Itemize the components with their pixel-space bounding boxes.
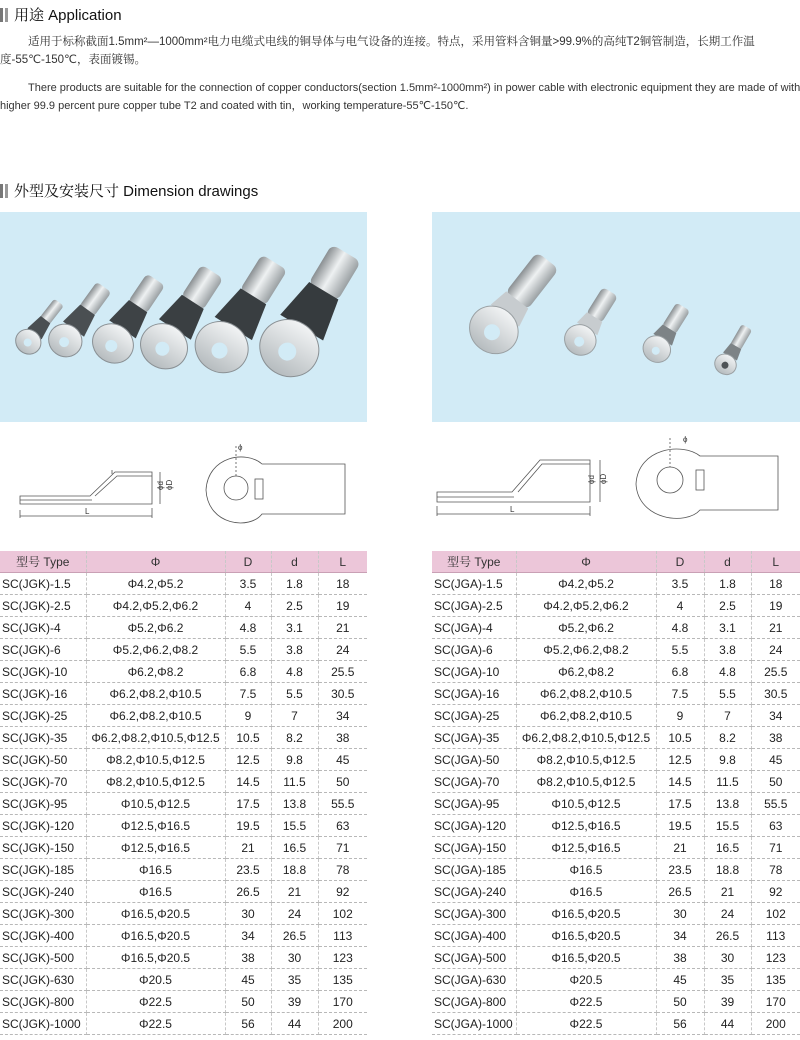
jgk-label-d: ϕd xyxy=(156,481,165,490)
D-cell: 12.5 xyxy=(225,749,271,771)
D-cell: 34 xyxy=(656,925,704,947)
jga-dimension-drawing xyxy=(432,434,800,534)
application-heading xyxy=(0,4,122,25)
table-row xyxy=(432,1013,800,1035)
phi-cell: Φ16.5,Φ20.5 xyxy=(86,903,225,925)
L-cell: 102 xyxy=(751,903,800,925)
phi-cell: Φ5.2,Φ6.2 xyxy=(86,617,225,639)
type-cell: SC(JGK)-800 xyxy=(0,991,86,1013)
type-cell: SC(JGA)-10 xyxy=(432,661,516,683)
d-cell: 9.8 xyxy=(704,749,751,771)
header-d: d xyxy=(704,551,751,573)
phi-cell: Φ6.2,Φ8.2 xyxy=(86,661,225,683)
d-cell: 24 xyxy=(271,903,318,925)
L-cell: 38 xyxy=(751,727,800,749)
d-cell: 18.8 xyxy=(271,859,318,881)
type-cell: SC(JGA)-16 xyxy=(432,683,516,705)
jgk-side-view xyxy=(20,470,174,518)
D-cell: 23.5 xyxy=(225,859,271,881)
application-cn-line2: 度-55℃-150℃，表面镀锡。 xyxy=(0,54,146,66)
L-cell: 123 xyxy=(751,947,800,969)
D-cell: 7.5 xyxy=(225,683,271,705)
L-cell: 63 xyxy=(751,815,800,837)
table-row xyxy=(432,771,800,793)
phi-cell: Φ8.2,Φ10.5,Φ12.5 xyxy=(516,749,656,771)
jgk-product-photo xyxy=(0,212,367,422)
header-L: L xyxy=(751,551,800,573)
type-cell: SC(JGK)-6 xyxy=(0,639,86,661)
L-cell: 123 xyxy=(318,947,367,969)
table-row xyxy=(432,595,800,617)
jga-product-photo xyxy=(432,212,800,422)
jgk-label-L: L xyxy=(85,507,90,516)
D-cell: 23.5 xyxy=(656,859,704,881)
D-cell: 21 xyxy=(656,837,704,859)
d-cell: 13.8 xyxy=(271,793,318,815)
table-row xyxy=(432,859,800,881)
d-cell: 1.8 xyxy=(271,573,318,595)
table-row xyxy=(432,749,800,771)
phi-cell: Φ5.2,Φ6.2,Φ8.2 xyxy=(86,639,225,661)
jga-top-view xyxy=(636,435,778,518)
D-cell: 6.8 xyxy=(225,661,271,683)
type-cell: SC(JGA)-50 xyxy=(432,749,516,771)
phi-cell: Φ12.5,Φ16.5 xyxy=(516,837,656,859)
phi-cell: Φ22.5 xyxy=(516,1013,656,1035)
d-cell: 7 xyxy=(271,705,318,727)
D-cell: 5.5 xyxy=(225,639,271,661)
d-cell: 15.5 xyxy=(704,815,751,837)
L-cell: 170 xyxy=(751,991,800,1013)
L-cell: 50 xyxy=(318,771,367,793)
type-cell: SC(JGA)-1000 xyxy=(432,1013,516,1035)
L-cell: 113 xyxy=(318,925,367,947)
L-cell: 30.5 xyxy=(318,683,367,705)
table-row xyxy=(0,573,367,595)
type-cell: SC(JGK)-16 xyxy=(0,683,86,705)
L-cell: 24 xyxy=(318,639,367,661)
table-row xyxy=(0,727,367,749)
L-cell: 92 xyxy=(318,881,367,903)
table-row xyxy=(432,969,800,991)
phi-cell: Φ12.5,Φ16.5 xyxy=(516,815,656,837)
L-cell: 25.5 xyxy=(751,661,800,683)
L-cell: 63 xyxy=(318,815,367,837)
header-type: 型号 Type xyxy=(0,551,86,573)
D-cell: 9 xyxy=(656,705,704,727)
L-cell: 55.5 xyxy=(318,793,367,815)
jgk-header-row xyxy=(0,551,367,573)
L-cell: 135 xyxy=(318,969,367,991)
application-en-line2: higher 99.9 percent pure copper tube T2 and coated with tin，working temperature-55℃-150℃. xyxy=(0,100,469,112)
type-cell: SC(JGA)-240 xyxy=(432,881,516,903)
phi-cell: Φ16.5 xyxy=(516,881,656,903)
L-cell: 18 xyxy=(318,573,367,595)
d-cell: 8.2 xyxy=(271,727,318,749)
type-cell: SC(JGA)-6 xyxy=(432,639,516,661)
table-row xyxy=(0,771,367,793)
phi-cell: Φ16.5,Φ20.5 xyxy=(516,947,656,969)
phi-cell: Φ10.5,Φ12.5 xyxy=(86,793,225,815)
d-cell: 35 xyxy=(704,969,751,991)
table-row xyxy=(0,859,367,881)
D-cell: 4 xyxy=(656,595,704,617)
L-cell: 170 xyxy=(318,991,367,1013)
phi-cell: Φ5.2,Φ6.2,Φ8.2 xyxy=(516,639,656,661)
type-cell: SC(JGK)-1.5 xyxy=(0,573,86,595)
type-cell: SC(JGA)-300 xyxy=(432,903,516,925)
jgk-label-phi: ϕ xyxy=(238,443,243,452)
jga-label-D: ϕD xyxy=(599,473,608,484)
table-row xyxy=(432,573,800,595)
D-cell: 10.5 xyxy=(225,727,271,749)
type-cell: SC(JGK)-10 xyxy=(0,661,86,683)
type-cell: SC(JGK)-400 xyxy=(0,925,86,947)
phi-cell: Φ6.2,Φ8.2,Φ10.5,Φ12.5 xyxy=(516,727,656,749)
phi-cell: Φ6.2,Φ8.2,Φ10.5,Φ12.5 xyxy=(86,727,225,749)
d-cell: 1.8 xyxy=(704,573,751,595)
phi-cell: Φ8.2,Φ10.5,Φ12.5 xyxy=(86,749,225,771)
type-cell: SC(JGK)-4 xyxy=(0,617,86,639)
table-row xyxy=(432,617,800,639)
L-cell: 19 xyxy=(318,595,367,617)
phi-cell: Φ22.5 xyxy=(86,1013,225,1035)
phi-cell: Φ22.5 xyxy=(86,991,225,1013)
d-cell: 2.5 xyxy=(271,595,318,617)
phi-cell: Φ4.2,Φ5.2,Φ6.2 xyxy=(86,595,225,617)
L-cell: 135 xyxy=(751,969,800,991)
d-cell: 8.2 xyxy=(704,727,751,749)
phi-cell: Φ20.5 xyxy=(516,969,656,991)
table-row xyxy=(432,837,800,859)
phi-cell: Φ5.2,Φ6.2 xyxy=(516,617,656,639)
lug-medium xyxy=(559,283,624,361)
table-row xyxy=(0,991,367,1013)
D-cell: 19.5 xyxy=(656,815,704,837)
type-cell: SC(JGK)-1000 xyxy=(0,1013,86,1035)
type-cell: SC(JGK)-35 xyxy=(0,727,86,749)
table-row xyxy=(432,705,800,727)
jgk-lugs-illustration xyxy=(0,212,367,422)
application-title: 用途 Application xyxy=(14,7,122,24)
type-cell: SC(JGA)-630 xyxy=(432,969,516,991)
table-row xyxy=(432,661,800,683)
heading-marker-icon xyxy=(0,184,3,198)
d-cell: 18.8 xyxy=(704,859,751,881)
D-cell: 34 xyxy=(225,925,271,947)
d-cell: 13.8 xyxy=(704,793,751,815)
D-cell: 19.5 xyxy=(225,815,271,837)
L-cell: 21 xyxy=(751,617,800,639)
table-row xyxy=(432,991,800,1013)
d-cell: 4.8 xyxy=(271,661,318,683)
type-cell: SC(JGK)-50 xyxy=(0,749,86,771)
phi-cell: Φ16.5,Φ20.5 xyxy=(86,947,225,969)
table-row xyxy=(0,969,367,991)
d-cell: 15.5 xyxy=(271,815,318,837)
phi-cell: Φ6.2,Φ8.2,Φ10.5 xyxy=(516,683,656,705)
table-row xyxy=(0,749,367,771)
L-cell: 34 xyxy=(751,705,800,727)
D-cell: 14.5 xyxy=(225,771,271,793)
type-cell: SC(JGA)-95 xyxy=(432,793,516,815)
D-cell: 45 xyxy=(656,969,704,991)
d-cell: 39 xyxy=(271,991,318,1013)
L-cell: 25.5 xyxy=(318,661,367,683)
L-cell: 92 xyxy=(751,881,800,903)
type-cell: SC(JGA)-120 xyxy=(432,815,516,837)
d-cell: 3.8 xyxy=(704,639,751,661)
header-type: 型号 Type xyxy=(432,551,516,573)
application-en-line1: There products are suitable for the connection of copper conductors(section 1.5mm²-1000mm²) in power cable with electronic equipment they are made of with xyxy=(28,82,800,94)
D-cell: 3.5 xyxy=(225,573,271,595)
d-cell: 30 xyxy=(704,947,751,969)
L-cell: 45 xyxy=(318,749,367,771)
header-phi: Φ xyxy=(516,551,656,573)
D-cell: 3.5 xyxy=(656,573,704,595)
table-row xyxy=(0,881,367,903)
table-row xyxy=(432,727,800,749)
heading-marker-icon xyxy=(0,8,3,22)
type-cell: SC(JGA)-150 xyxy=(432,837,516,859)
d-cell: 4.8 xyxy=(704,661,751,683)
header-d: d xyxy=(271,551,318,573)
L-cell: 200 xyxy=(318,1013,367,1035)
type-cell: SC(JGK)-2.5 xyxy=(0,595,86,617)
phi-cell: Φ6.2,Φ8.2,Φ10.5 xyxy=(86,683,225,705)
L-cell: 50 xyxy=(751,771,800,793)
header-D: D xyxy=(225,551,271,573)
type-cell: SC(JGK)-500 xyxy=(0,947,86,969)
header-D: D xyxy=(656,551,704,573)
d-cell: 39 xyxy=(704,991,751,1013)
D-cell: 50 xyxy=(225,991,271,1013)
lug-tiny xyxy=(711,322,757,379)
L-cell: 34 xyxy=(318,705,367,727)
type-cell: SC(JGA)-70 xyxy=(432,771,516,793)
type-cell: SC(JGK)-70 xyxy=(0,771,86,793)
table-row xyxy=(0,947,367,969)
phi-cell: Φ4.2,Φ5.2 xyxy=(516,573,656,595)
L-cell: 24 xyxy=(751,639,800,661)
D-cell: 4.8 xyxy=(225,617,271,639)
D-cell: 38 xyxy=(656,947,704,969)
type-cell: SC(JGK)-185 xyxy=(0,859,86,881)
d-cell: 7 xyxy=(704,705,751,727)
phi-cell: Φ10.5,Φ12.5 xyxy=(516,793,656,815)
jga-label-phi: ϕ xyxy=(683,435,688,444)
type-cell: SC(JGK)-95 xyxy=(0,793,86,815)
L-cell: 21 xyxy=(318,617,367,639)
d-cell: 16.5 xyxy=(704,837,751,859)
type-cell: SC(JGK)-25 xyxy=(0,705,86,727)
header-phi: Φ xyxy=(86,551,225,573)
d-cell: 21 xyxy=(271,881,318,903)
L-cell: 30.5 xyxy=(751,683,800,705)
table-row xyxy=(432,639,800,661)
type-cell: SC(JGA)-4 xyxy=(432,617,516,639)
phi-cell: Φ12.5,Φ16.5 xyxy=(86,837,225,859)
phi-cell: Φ6.2,Φ8.2,Φ10.5 xyxy=(516,705,656,727)
header-L: L xyxy=(318,551,367,573)
d-cell: 5.5 xyxy=(704,683,751,705)
d-cell: 26.5 xyxy=(271,925,318,947)
table-row xyxy=(0,903,367,925)
type-cell: SC(JGK)-150 xyxy=(0,837,86,859)
type-cell: SC(JGA)-800 xyxy=(432,991,516,1013)
d-cell: 21 xyxy=(704,881,751,903)
d-cell: 11.5 xyxy=(704,771,751,793)
D-cell: 17.5 xyxy=(225,793,271,815)
L-cell: 200 xyxy=(751,1013,800,1035)
table-row xyxy=(432,947,800,969)
d-cell: 3.1 xyxy=(271,617,318,639)
L-cell: 45 xyxy=(751,749,800,771)
D-cell: 9 xyxy=(225,705,271,727)
type-cell: SC(JGA)-185 xyxy=(432,859,516,881)
table-row xyxy=(432,881,800,903)
D-cell: 5.5 xyxy=(656,639,704,661)
d-cell: 3.8 xyxy=(271,639,318,661)
type-cell: SC(JGA)-25 xyxy=(432,705,516,727)
L-cell: 78 xyxy=(318,859,367,881)
type-cell: SC(JGA)-35 xyxy=(432,727,516,749)
D-cell: 56 xyxy=(656,1013,704,1035)
table-row xyxy=(0,705,367,727)
L-cell: 71 xyxy=(318,837,367,859)
d-cell: 2.5 xyxy=(704,595,751,617)
type-cell: SC(JGK)-300 xyxy=(0,903,86,925)
phi-cell: Φ12.5,Φ16.5 xyxy=(86,815,225,837)
table-row xyxy=(0,661,367,683)
phi-cell: Φ6.2,Φ8.2 xyxy=(516,661,656,683)
table-row xyxy=(0,617,367,639)
d-cell: 26.5 xyxy=(704,925,751,947)
D-cell: 4 xyxy=(225,595,271,617)
D-cell: 45 xyxy=(225,969,271,991)
L-cell: 38 xyxy=(318,727,367,749)
phi-cell: Φ16.5 xyxy=(516,859,656,881)
d-cell: 3.1 xyxy=(704,617,751,639)
phi-cell: Φ4.2,Φ5.2 xyxy=(86,573,225,595)
phi-cell: Φ6.2,Φ8.2,Φ10.5 xyxy=(86,705,225,727)
D-cell: 4.8 xyxy=(656,617,704,639)
phi-cell: Φ16.5,Φ20.5 xyxy=(516,903,656,925)
D-cell: 50 xyxy=(656,991,704,1013)
d-cell: 9.8 xyxy=(271,749,318,771)
L-cell: 113 xyxy=(751,925,800,947)
D-cell: 26.5 xyxy=(656,881,704,903)
D-cell: 30 xyxy=(656,903,704,925)
table-row xyxy=(0,815,367,837)
lug-large xyxy=(460,245,568,363)
jgk-dimension-drawing xyxy=(0,434,367,534)
d-cell: 44 xyxy=(271,1013,318,1035)
application-cn-line1: 适用于标称截面1.5mm²—1000mm²电力电缆式电线的铜导体与电气设备的连接。特点，采用管料含铜量>99.9%的高纯T2铜管制造，长期工作温 xyxy=(28,36,755,48)
table-row xyxy=(0,639,367,661)
L-cell: 55.5 xyxy=(751,793,800,815)
phi-cell: Φ22.5 xyxy=(516,991,656,1013)
jga-header-row xyxy=(432,551,800,573)
table-row xyxy=(0,595,367,617)
D-cell: 26.5 xyxy=(225,881,271,903)
phi-cell: Φ4.2,Φ5.2,Φ6.2 xyxy=(516,595,656,617)
d-cell: 30 xyxy=(271,947,318,969)
D-cell: 14.5 xyxy=(656,771,704,793)
dimension-heading xyxy=(0,180,258,201)
phi-cell: Φ8.2,Φ10.5,Φ12.5 xyxy=(516,771,656,793)
phi-cell: Φ20.5 xyxy=(86,969,225,991)
table-row xyxy=(432,815,800,837)
type-cell: SC(JGA)-1.5 xyxy=(432,573,516,595)
phi-cell: Φ8.2,Φ10.5,Φ12.5 xyxy=(86,771,225,793)
type-cell: SC(JGA)-500 xyxy=(432,947,516,969)
table-row xyxy=(0,793,367,815)
D-cell: 30 xyxy=(225,903,271,925)
D-cell: 17.5 xyxy=(656,793,704,815)
phi-cell: Φ16.5,Φ20.5 xyxy=(86,925,225,947)
table-row xyxy=(432,903,800,925)
D-cell: 12.5 xyxy=(656,749,704,771)
lug-small xyxy=(638,299,695,367)
dimension-title: 外型及安装尺寸 Dimension drawings xyxy=(14,183,259,200)
L-cell: 18 xyxy=(751,573,800,595)
D-cell: 6.8 xyxy=(656,661,704,683)
D-cell: 21 xyxy=(225,837,271,859)
table-row xyxy=(0,683,367,705)
d-cell: 44 xyxy=(704,1013,751,1035)
jga-label-L: L xyxy=(510,505,515,514)
d-cell: 11.5 xyxy=(271,771,318,793)
d-cell: 5.5 xyxy=(271,683,318,705)
D-cell: 7.5 xyxy=(656,683,704,705)
jgk-spec-table xyxy=(0,551,367,1035)
L-cell: 78 xyxy=(751,859,800,881)
jgk-label-D: ϕD xyxy=(165,479,174,490)
jga-lugs-illustration xyxy=(432,212,800,422)
D-cell: 56 xyxy=(225,1013,271,1035)
L-cell: 102 xyxy=(318,903,367,925)
jga-label-d: ϕd xyxy=(587,475,596,484)
phi-cell: Φ16.5 xyxy=(86,881,225,903)
L-cell: 71 xyxy=(751,837,800,859)
phi-cell: Φ16.5 xyxy=(86,859,225,881)
D-cell: 38 xyxy=(225,947,271,969)
d-cell: 16.5 xyxy=(271,837,318,859)
D-cell: 10.5 xyxy=(656,727,704,749)
table-row xyxy=(0,837,367,859)
jgk-top-view xyxy=(206,443,345,523)
table-row xyxy=(0,1013,367,1035)
jga-side-view xyxy=(437,460,608,516)
d-cell: 24 xyxy=(704,903,751,925)
table-row xyxy=(432,793,800,815)
type-cell: SC(JGK)-120 xyxy=(0,815,86,837)
jga-spec-table xyxy=(432,551,800,1035)
table-row xyxy=(432,925,800,947)
phi-cell: Φ16.5,Φ20.5 xyxy=(516,925,656,947)
type-cell: SC(JGA)-400 xyxy=(432,925,516,947)
table-row xyxy=(432,683,800,705)
type-cell: SC(JGK)-630 xyxy=(0,969,86,991)
table-row xyxy=(0,925,367,947)
type-cell: SC(JGA)-2.5 xyxy=(432,595,516,617)
type-cell: SC(JGK)-240 xyxy=(0,881,86,903)
d-cell: 35 xyxy=(271,969,318,991)
L-cell: 19 xyxy=(751,595,800,617)
